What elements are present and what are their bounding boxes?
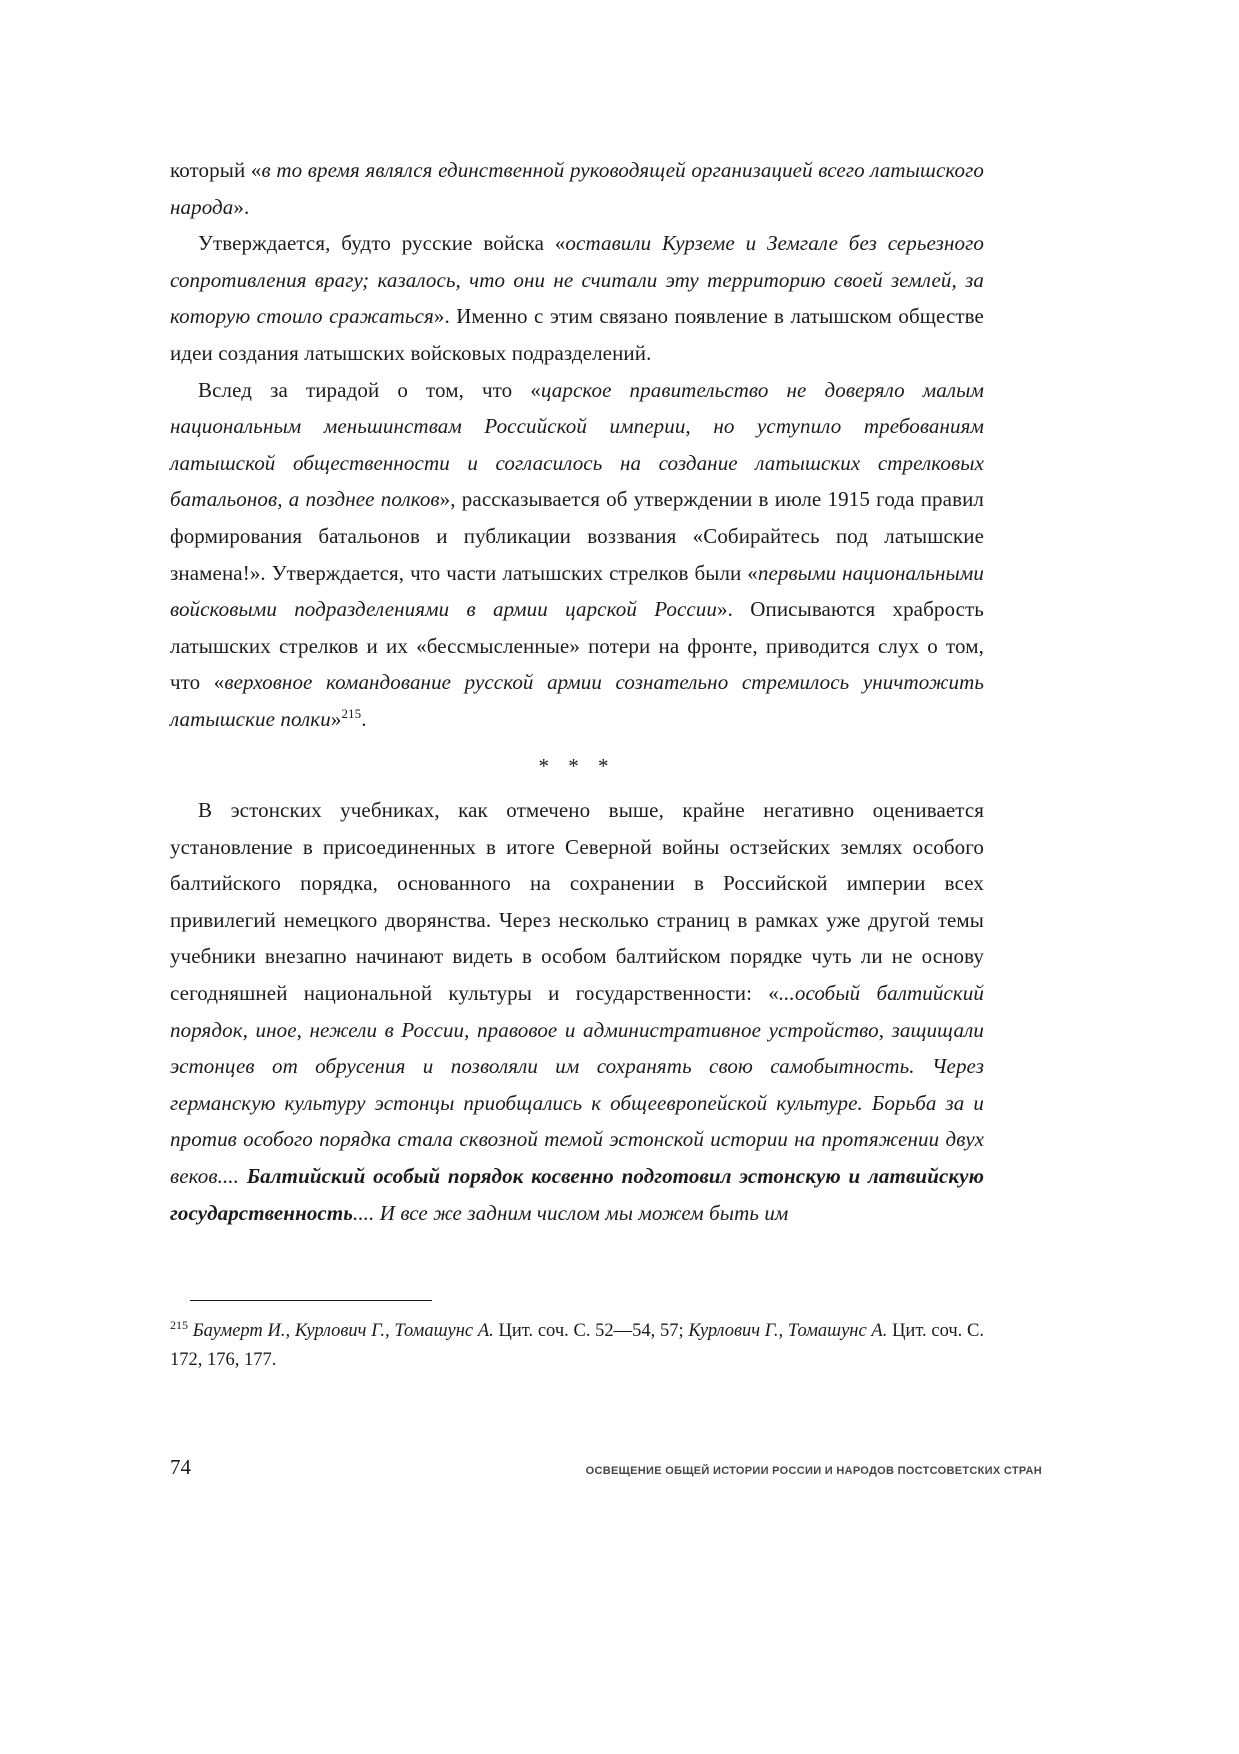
section-separator: * * * — [538, 753, 616, 778]
text-segment: верховное командование русской армии сознательно стремилось уничтожить латышские полки — [170, 670, 984, 731]
text-segment: Курлович Г., Томашунс А. — [688, 1321, 888, 1341]
footnote-divider — [190, 1300, 432, 1301]
page-footer — [170, 1455, 1042, 1480]
text-segment: который « — [170, 158, 262, 182]
text-segment: ». — [233, 194, 250, 219]
footnote-reference: 215 — [341, 705, 362, 721]
text-segment: ». Именно с этим связано появление в латышском обществе идеи создания латышских войсковых подразделений. — [170, 304, 984, 365]
text-segment: Утверждается, будто русские войска « — [198, 231, 566, 256]
page-number: 74 — [170, 1455, 191, 1479]
text-segment: Вслед за тирадой о том, что « — [198, 377, 541, 402]
text-segment: », рассказывается об утверждении в июле 1915 года правил формирования батальонов и публикации воззвания «Собирайтесь под латышские знамена!». Утверждается, что части латышских стрелков были « — [170, 487, 985, 585]
text-segment: Баумерт И., Курлович Г., Томашунс А. — [192, 1321, 494, 1341]
text-segment: . — [361, 706, 367, 731]
footnote — [170, 1317, 984, 1375]
paragraph — [170, 792, 984, 1231]
paragraph — [170, 152, 984, 225]
footnote-block — [170, 1300, 984, 1375]
page-body — [170, 152, 984, 1231]
text-segment: ». Описываются храбрость латышских стрелков и их «бессмысленные» потери на фронте, приводится слух о том, что « — [170, 597, 984, 695]
text-segment: » — [330, 706, 342, 731]
text-segment: царское правительство не доверяло малым национальным меньшинствам Российской империи, но уступило требованиям латышской общественности и согласилось на создание латышских стрелковых батальонов, а позднее полков — [170, 377, 984, 512]
paragraph — [170, 372, 984, 738]
running-title: ОСВЕЩЕНИЕ ОБЩЕЙ ИСТОРИИ РОССИИ И НАРОДОВ ПОСТСОВЕТСКИХ СТРАН — [585, 1465, 1042, 1477]
text-segment: Цит. соч. С. 172, 176, 177. — [170, 1321, 984, 1370]
text-segment: первыми национальными войсковыми подразделениями в армии царской России — [170, 560, 984, 622]
text-segment: оставили Курземе и Земгале без серьезного сопротивления врагу; казалось, что они не считали эту территорию своей землей, за которую стоило сражаться — [170, 231, 984, 329]
text-segment: в то время являлся единственной руководящей организацией всего латышского народа — [170, 158, 984, 219]
paragraph — [170, 225, 984, 371]
text-segment: .... И все же задним числом мы можем быть им — [352, 1200, 789, 1225]
text-segment: Цит. соч. С. 52—54, 57; — [493, 1321, 689, 1341]
text-segment: Балтийский особый порядок косвенно подготовил эстонскую и латвийскую государственность — [170, 1164, 984, 1225]
text-segment: ...особый балтийский порядок, иное, нежели в России, правовое и административное устройство, защищали эстонцев от обрусения и позволяли им сохранять свою самобытность. Через германскую культуру эстонцы приобщались к общеевропейской культуре. Борьба за и против особого порядка стала сквозной темой эстонской истории на протяжении двух веков.... — [170, 981, 984, 1189]
footnote-marker: 215 — [170, 1317, 188, 1332]
text-segment: В эстонских учебниках, как отмечено выше, крайне негативно оценивается установление в присоединенных в итоге Северной войны остзейских землях особого балтийского порядка, основанного на сохранении в Российской империи всех привилегий немецкого дворянства. Через несколько страниц в рамках уже другой темы учебники внезапно начинают видеть в особом балтийском порядке чуть ли не основу сегодняшней национальной культуры и государственности: « — [170, 798, 984, 1006]
